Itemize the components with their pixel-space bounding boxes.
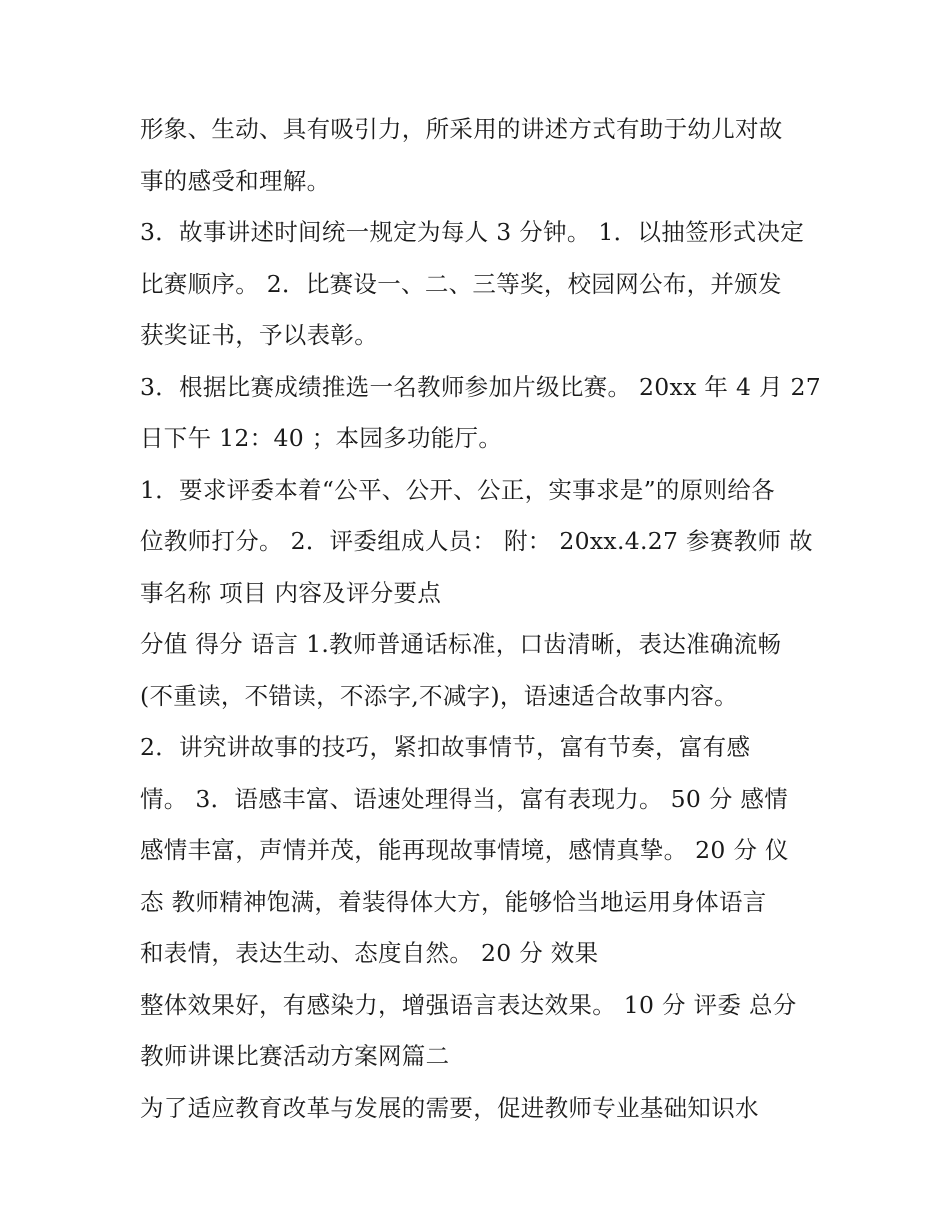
text-line: 位教师打分。 2．评委组成人员： 附： 20xx.4.27 参赛教师 故 (140, 527, 813, 555)
text-line: 比赛顺序。 2．比赛设一、二、三等奖，校园网公布，并颁发 (140, 269, 782, 298)
text-line: 获奖证书，予以表彰。 (140, 321, 378, 349)
text-line: 1．要求评委本着“公平、公开、公正，实事求是”的原则给各 (140, 475, 775, 504)
text-line: 日下午 12：40 ；本园多功能厅。 (140, 424, 503, 452)
text-line: 事的感受和理解。 (140, 166, 331, 195)
text-line: 2．讲究讲故事的技巧，紧扣故事情节，富有节奏，富有感 (140, 733, 751, 761)
text-line: 为了适应教育改革与发展的需要，促进教师专业基础知识水 (140, 1093, 759, 1122)
section-heading: 教师讲课比赛活动方案网篇二 (140, 1042, 450, 1070)
text-line: 3．故事讲述时间统一规定为每人 3 分钟。 1．以抽签形式决定 (140, 218, 805, 246)
text-line: 感情丰富，声情并茂，能再现故事情境，感情真挚。 20 分 仪 (140, 836, 789, 864)
text-line: 态 教师精神饱满，着装得体大方，能够恰当地运用身体语言 (140, 887, 767, 916)
text-line: 整体效果好，有感染力，增强语言表达效果。 10 分 评委 总分 (140, 990, 797, 1019)
text-line: (不重读，不错读，不添字,不减字)，语速适合故事内容。 (140, 681, 738, 710)
text-line: 和表情，表达生动、态度自然。 20 分 效果 (140, 939, 599, 967)
text-line: 情。 3．语感丰富、语速处理得当，富有表现力。 50 分 感情 (140, 784, 789, 813)
text-line: 形象、生动、具有吸引力，所采用的讲述方式有助于幼儿对故 (140, 115, 783, 143)
document-body (140, 104, 840, 1134)
text-line: 3．根据比赛成绩推选一名教师参加片级比赛。 20xx 年 4 月 27 (140, 372, 822, 401)
text-line: 分值 得分 语言 1.教师普通话标准，口齿清晰，表达准确流畅 (140, 630, 782, 658)
text-line: 事名称 项目 内容及评分要点 (140, 578, 442, 607)
